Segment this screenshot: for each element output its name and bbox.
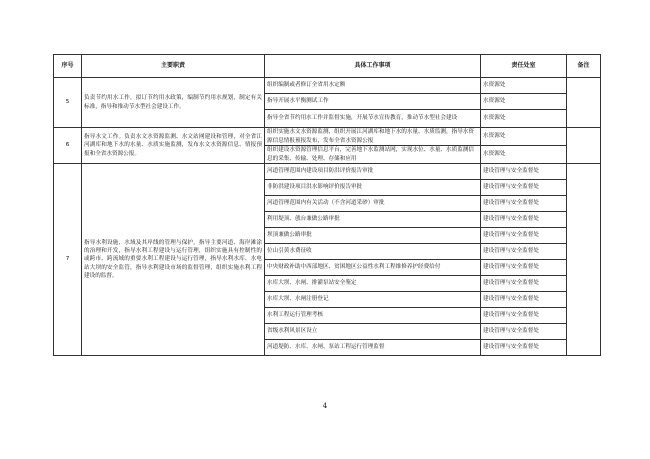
work-item: 指导开展水平衡测试工作 (265, 94, 481, 110)
work-item: 指导全省节约用水工作并监督实施，开展节水宣传教育，推动节水型社会建设 (265, 110, 481, 128)
work-item: 组织实施水文水资源监测，组织开展江河湖库和地下水的水量、水质监测，指导水资源信息情报预报发布，发布全省水资源公报 (265, 128, 481, 146)
responsible-office: 建设管理与安全监督处 (481, 244, 567, 260)
header-duty: 主要职责 (82, 55, 265, 78)
work-item: 组织编制或者修订全省用水定额 (265, 78, 481, 94)
header-row (54, 55, 601, 78)
responsible-office: 水资源处 (481, 94, 567, 110)
responsible-office: 建设管理与安全监督处 (481, 180, 567, 196)
responsible-office: 建设管理与安全监督处 (481, 212, 567, 228)
work-item: 水库大坝、水闸、排灌泵站安全鉴定 (265, 276, 481, 292)
work-item: 非防洪建设项目洪水影响评价报告审批 (265, 180, 481, 196)
responsible-office: 建设管理与安全监督处 (481, 196, 567, 212)
header-office: 责任处室 (481, 55, 567, 78)
work-item: 位山引黄水费征收 (265, 244, 481, 260)
responsible-office: 建设管理与安全监督处 (481, 276, 567, 292)
work-item: 河道堤防、水库、水闸、泵站工程运行管理监督 (265, 340, 481, 356)
responsible-office: 建设管理与安全监督处 (481, 340, 567, 356)
work-item: 水利工程运行管理考核 (265, 308, 481, 324)
header-no: 序号 (54, 55, 82, 78)
row-number: 5 (54, 78, 82, 128)
responsible-office: 建设管理与安全监督处 (481, 308, 567, 324)
responsible-office: 水资源处 (481, 128, 567, 146)
responsible-office: 水资源处 (481, 78, 567, 94)
work-item: 省级水利风景区设立 (265, 324, 481, 340)
responsible-office: 建设管理与安全监督处 (481, 164, 567, 180)
responsible-office: 建设管理与安全监督处 (481, 324, 567, 340)
header-note: 备注 (567, 55, 601, 78)
header-task: 具体工作事项 (265, 55, 481, 78)
work-item: 水库大坝、水闸注册登记 (265, 292, 481, 308)
row-number: 6 (54, 128, 82, 164)
work-item: 利用堤顶、戗台兼做公路审批 (265, 212, 481, 228)
responsible-office: 水资源处 (481, 110, 567, 128)
note-cell (567, 128, 601, 164)
work-item: 河道管理范围内建设项目防洪评价报告审批 (265, 164, 481, 180)
work-item: 中央财政补助中西部地区、贫困地区公益性水利工程维修养护经费给付 (265, 260, 481, 276)
row-number: 7 (54, 164, 82, 356)
responsible-office: 建设管理与安全监督处 (481, 260, 567, 276)
main-duty: 指导水利设施、水域及其岸线的管理与保护，指导主要河道、海岸滩涂的治理和开发，指导水利工程建设与运行管理，组织实施具有控制性的或跨市、跨流域的重要水利工程建设与运行管理，指导水利水库、水电站大坝的安全监管，指导水利建设市场的监督管理，组织实施水利工程建设的监督。 (82, 164, 265, 356)
page-number: 4 (322, 402, 328, 410)
note-cell (567, 164, 601, 356)
table-row (54, 78, 601, 94)
table-row (54, 164, 601, 180)
work-item: 坝顶兼做公路审批 (265, 228, 481, 244)
responsible-office: 建设管理与安全监督处 (481, 292, 567, 308)
work-item: 组织建设水资源管理信息平台，完善地下水监测站网，实现水位、水量、水质监测信息的采集、传输、处理、存储和应用 (265, 146, 481, 164)
work-item: 河道管理范围内有关活动（不含河道采砂）审批 (265, 196, 481, 212)
table-row (54, 128, 601, 146)
responsible-office: 水资源处 (481, 146, 567, 164)
responsible-office: 建设管理与安全监督处 (481, 228, 567, 244)
main-duty: 负责节约用水工作，拟订节约用水政策，编制节约用水规划，制定有关标准，指导和推动节水型社会建设工作。 (82, 78, 265, 128)
note-cell (567, 78, 601, 128)
duty-table (53, 54, 601, 356)
main-duty: 指导水文工作。负责水文水资源监测、水文站网建设和管理，对全省江河湖库和地下水的水量、水质实施监测，发布水文水资源信息、情报预报和全省水资源公报。 (82, 128, 265, 164)
